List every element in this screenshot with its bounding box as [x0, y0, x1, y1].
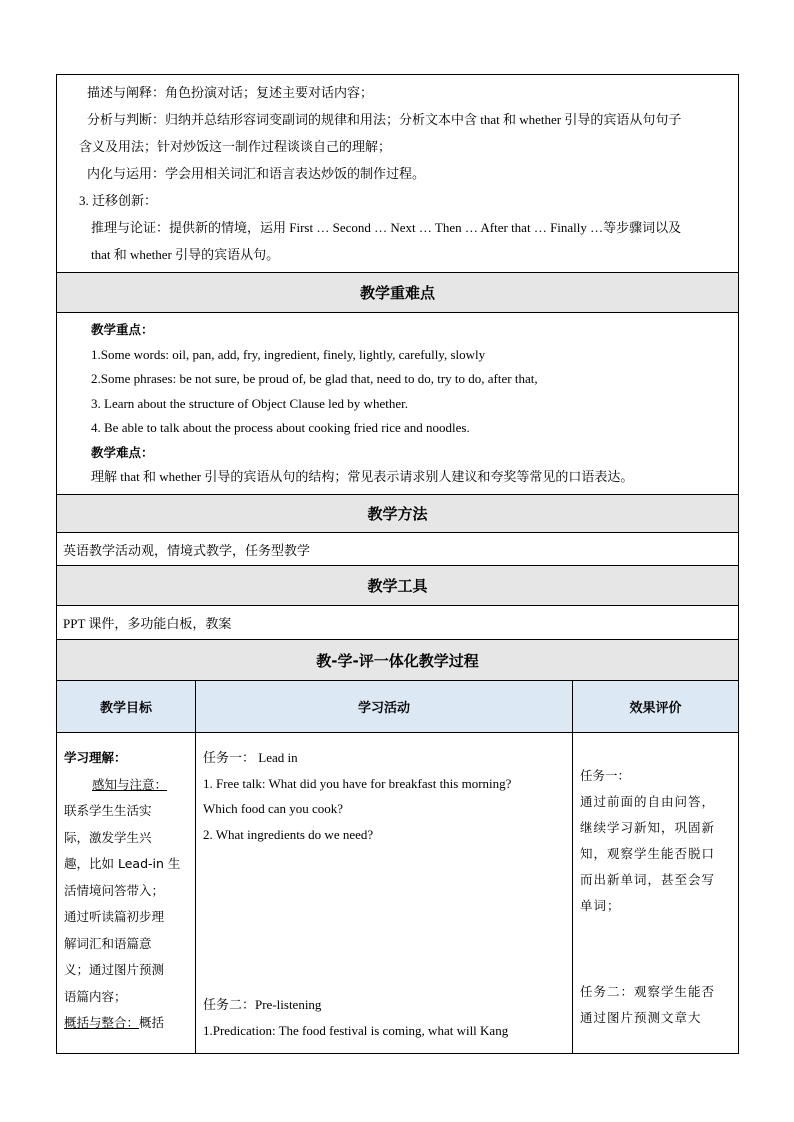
tools-heading: 教学工具 — [57, 566, 739, 606]
objectives-continuation-row — [57, 75, 739, 273]
evaluation-line: 知，观察学生能否脱口 — [580, 846, 716, 861]
column-header-activities: 学习活动 — [196, 681, 573, 733]
methods-heading: 教学方法 — [57, 495, 739, 533]
task-title: 任务一： Lead in — [203, 750, 298, 765]
process-heading: 教-学-评一体化教学过程 — [57, 640, 739, 681]
objective-line: 推理与论证：提供新的情境，运用 First … Second … Next … Then … After that … Finally …等步骤词以及 — [91, 220, 682, 235]
key-points-title: 教学重点： — [91, 322, 154, 337]
goals-cell — [57, 733, 196, 1054]
key-point-item: 1.Some words: oil, pan, add, fry, ingredient, finely, lightly, carefully, slowly — [91, 346, 486, 362]
evaluation-task-label: 任务一： — [580, 768, 631, 783]
document-page — [56, 74, 738, 1054]
column-header-evaluation: 效果评价 — [573, 681, 739, 733]
evaluation-line: 通过图片预测文章大 — [580, 1010, 702, 1025]
goals-line: 通过听读篇初步理 — [64, 909, 165, 924]
objective-line: 内化与运用：学会用相关词汇和语言表达炒饭的制作过程。 — [87, 166, 426, 181]
goals-line: 趣，比如 Lead-in 生 — [64, 856, 181, 871]
objectives-continuation-cell — [57, 75, 739, 273]
lesson-plan-table — [56, 74, 739, 1054]
goals-line: 活情境问答带入； — [64, 882, 165, 898]
activity-line: Which food can you cook? — [203, 801, 344, 816]
activity-line: 2. What ingredients do we need? — [203, 826, 374, 842]
column-header-goals: 教学目标 — [57, 681, 196, 733]
key-point-item: 2.Some phrases: be not sure, be proud of, be glad that, need to do, try to do, after that, — [91, 371, 538, 386]
goals-line: 联系学生生活实 — [64, 803, 152, 818]
tools-text: PPT 课件，多功能白板，教案 — [57, 606, 739, 640]
methods-text: 英语教学活动观，情境式教学，任务型教学 — [57, 533, 739, 566]
goals-subheading: 感知与注意： — [92, 776, 168, 792]
goals-line: 语篇内容； — [64, 988, 127, 1004]
objective-heading: 3. 迁移创新： — [79, 193, 158, 208]
objective-line: that 和 whether 引导的宾语从句。 — [91, 247, 280, 262]
evaluation-line: 继续学习新知，巩固新 — [580, 820, 716, 835]
key-points-heading: 教学重难点 — [57, 273, 739, 313]
goals-title: 学习理解： — [64, 750, 127, 765]
evaluation-line: 通过前面的自由问答， — [580, 794, 716, 809]
goals-subheading: 概括与整合： — [64, 1015, 140, 1030]
goals-line: 义；通过图片预测 — [64, 962, 165, 977]
key-point-item: 3. Learn about the structure of Object Clause led by whether. — [91, 395, 408, 411]
evaluation-line: 而出新单词，甚至会写 — [580, 872, 716, 887]
goals-line: 际，激发学生兴 — [64, 829, 152, 845]
objective-line: 含义及用法；针对炒饭这一制作过程谈谈自己的理解； — [79, 139, 392, 154]
activity-line: 1. Free talk: What did you have for breakfast this morning? — [203, 775, 512, 791]
key-points-cell — [57, 313, 739, 495]
key-point-item: 4. Be able to talk about the process about cooking fried rice and noodles. — [91, 420, 470, 435]
evaluation-line: 任务二：观察学生能否 — [580, 984, 716, 999]
goals-line: 概括 — [139, 1015, 165, 1030]
evaluation-line: 单词； — [580, 898, 621, 913]
difficult-points-title: 教学难点： — [91, 444, 154, 460]
activities-cell — [196, 733, 573, 1054]
difficult-points-text: 理解 that 和 whether 引导的宾语从句的结构；常见表示请求别人建议和夸奖等常见的口语表达。 — [91, 469, 634, 484]
task-title: 任务二：Pre-listening — [203, 997, 322, 1012]
objective-line: 分析与判断：归纳并总结形容词变副词的规律和用法；分析文本中含 that 和 whether 引导的宾语从句句子 — [87, 112, 682, 127]
objective-line: 描述与阐释：角色扮演对话；复述主要对话内容； — [87, 85, 374, 100]
evaluation-cell — [573, 733, 739, 1054]
activity-line: 1.Predication: The food festival is coming, what will Kang — [203, 1022, 509, 1038]
goals-line: 解词汇和语篇意 — [64, 935, 152, 951]
